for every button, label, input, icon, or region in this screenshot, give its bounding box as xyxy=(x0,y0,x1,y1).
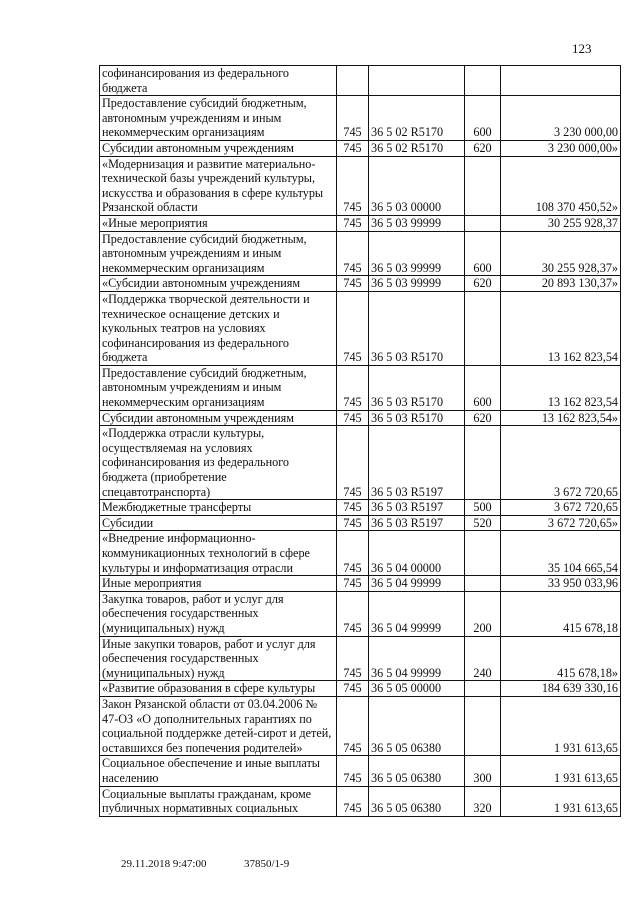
row-code-cell: 745 xyxy=(337,96,369,141)
row-vr-cell: 600 xyxy=(465,96,501,141)
row-sum-cell: 415 678,18» xyxy=(501,636,621,681)
row-sum-cell: 1 931 613,65 xyxy=(501,696,621,755)
row-csr-cell: 36 5 05 06380 xyxy=(369,696,465,755)
table-row xyxy=(100,66,621,96)
table-row xyxy=(100,696,621,755)
row-vr-cell: 620 xyxy=(465,276,501,292)
row-vr-cell: 600 xyxy=(465,365,501,410)
table-row xyxy=(100,591,621,636)
row-sum-cell: 3 672 720,65 xyxy=(501,426,621,500)
row-csr-cell: 36 5 03 R5197 xyxy=(369,500,465,516)
row-name-cell: «Развитие образования в сфере культуры xyxy=(100,681,337,697)
row-vr-cell xyxy=(465,156,501,215)
table-row xyxy=(100,681,621,697)
row-code-cell: 745 xyxy=(337,215,369,231)
table-row xyxy=(100,500,621,516)
row-vr-cell xyxy=(465,66,501,96)
page-number: 123 xyxy=(572,41,592,56)
row-csr-cell: 36 5 02 R5170 xyxy=(369,96,465,141)
row-csr-cell: 36 5 05 00000 xyxy=(369,681,465,697)
row-csr-cell: 36 5 03 99999 xyxy=(369,276,465,292)
row-code-cell: 745 xyxy=(337,786,369,816)
row-name-cell: Социальные выплаты гражданам, кроме публичных нормативных социальных xyxy=(100,786,337,816)
table-row xyxy=(100,531,621,576)
row-csr-cell: 36 5 03 R5197 xyxy=(369,515,465,531)
row-csr-cell: 36 5 04 99999 xyxy=(369,636,465,681)
table-row xyxy=(100,156,621,215)
budget-table xyxy=(99,65,621,817)
row-name-cell: Закупка товаров, работ и услуг для обеспечения государственных (муниципальных) нужд xyxy=(100,591,337,636)
row-csr-cell: 36 5 03 99999 xyxy=(369,215,465,231)
row-code-cell: 745 xyxy=(337,276,369,292)
table-row xyxy=(100,276,621,292)
row-vr-cell: 240 xyxy=(465,636,501,681)
row-code-cell: 745 xyxy=(337,576,369,592)
row-code-cell xyxy=(337,66,369,96)
row-code-cell: 745 xyxy=(337,365,369,410)
row-vr-cell xyxy=(465,531,501,576)
row-sum-cell: 30 255 928,37» xyxy=(501,231,621,276)
row-name-cell: «Поддержка творческой деятельности и техническое оснащение детских и кукольных театров на условиях софинансирования из федерального бюджета xyxy=(100,291,337,365)
row-sum-cell: 13 162 823,54» xyxy=(501,410,621,426)
row-vr-cell: 320 xyxy=(465,786,501,816)
row-vr-cell: 500 xyxy=(465,500,501,516)
row-csr-cell: 36 5 04 99999 xyxy=(369,591,465,636)
row-csr-cell: 36 5 04 00000 xyxy=(369,531,465,576)
row-name-cell: Межбюджетные трансферты xyxy=(100,500,337,516)
row-name-cell: «Модернизация и развитие материально-технической базы учреждений культуры, искусства и образования в сфере культуры Рязанской области xyxy=(100,156,337,215)
row-vr-cell xyxy=(465,215,501,231)
row-name-cell: софинансирования из федерального бюджета xyxy=(100,66,337,96)
row-sum-cell: 3 672 720,65» xyxy=(501,515,621,531)
row-csr-cell: 36 5 02 R5170 xyxy=(369,140,465,156)
table-row xyxy=(100,291,621,365)
row-vr-cell xyxy=(465,576,501,592)
table-row xyxy=(100,786,621,816)
row-sum-cell: 3 230 000,00 xyxy=(501,96,621,141)
budget-table-body xyxy=(100,66,621,817)
row-vr-cell xyxy=(465,681,501,697)
row-code-cell: 745 xyxy=(337,636,369,681)
row-name-cell: Предоставление субсидий бюджетным, автономным учреждениям и иным некоммерческим организациям xyxy=(100,96,337,141)
row-csr-cell: 36 5 03 R5170 xyxy=(369,291,465,365)
row-code-cell: 745 xyxy=(337,591,369,636)
row-code-cell: 745 xyxy=(337,140,369,156)
row-csr-cell: 36 5 05 06380 xyxy=(369,786,465,816)
row-name-cell: Иные закупки товаров, работ и услуг для обеспечения государственных (муниципальных) нужд xyxy=(100,636,337,681)
row-sum-cell: 184 639 330,16 xyxy=(501,681,621,697)
row-csr-cell: 36 5 04 99999 xyxy=(369,576,465,592)
row-csr-cell: 36 5 03 R5197 xyxy=(369,426,465,500)
row-code-cell: 745 xyxy=(337,156,369,215)
row-sum-cell: 1 931 613,65 xyxy=(501,786,621,816)
table-row xyxy=(100,576,621,592)
row-csr-cell: 36 5 05 06380 xyxy=(369,756,465,786)
table-row xyxy=(100,515,621,531)
row-code-cell: 745 xyxy=(337,410,369,426)
row-vr-cell: 620 xyxy=(465,140,501,156)
row-csr-cell: 36 5 03 99999 xyxy=(369,231,465,276)
row-name-cell: Предоставление субсидий бюджетным, автономным учреждениям и иным некоммерческим организациям xyxy=(100,365,337,410)
table-row xyxy=(100,140,621,156)
row-sum-cell: 35 104 665,54 xyxy=(501,531,621,576)
table-row xyxy=(100,410,621,426)
table-row xyxy=(100,636,621,681)
row-vr-cell: 300 xyxy=(465,756,501,786)
row-code-cell: 745 xyxy=(337,756,369,786)
row-vr-cell xyxy=(465,291,501,365)
row-vr-cell: 520 xyxy=(465,515,501,531)
row-code-cell: 745 xyxy=(337,291,369,365)
row-code-cell: 745 xyxy=(337,681,369,697)
row-vr-cell: 620 xyxy=(465,410,501,426)
row-sum-cell xyxy=(501,66,621,96)
row-sum-cell: 20 893 130,37» xyxy=(501,276,621,292)
row-sum-cell: 415 678,18 xyxy=(501,591,621,636)
row-name-cell: Социальное обеспечение и иные выплаты населению xyxy=(100,756,337,786)
row-vr-cell: 600 xyxy=(465,231,501,276)
row-sum-cell: 108 370 450,52» xyxy=(501,156,621,215)
row-code-cell: 745 xyxy=(337,231,369,276)
row-code-cell: 745 xyxy=(337,696,369,755)
row-sum-cell: 1 931 613,65 xyxy=(501,756,621,786)
row-sum-cell: 13 162 823,54 xyxy=(501,291,621,365)
table-row xyxy=(100,96,621,141)
row-csr-cell: 36 5 03 R5170 xyxy=(369,410,465,426)
footer-date: 29.11.2018 9:47:00 xyxy=(121,858,207,870)
table-row xyxy=(100,365,621,410)
table-row xyxy=(100,215,621,231)
row-code-cell: 745 xyxy=(337,515,369,531)
row-code-cell: 745 xyxy=(337,531,369,576)
table-row xyxy=(100,231,621,276)
row-sum-cell: 30 255 928,37 xyxy=(501,215,621,231)
row-sum-cell: 33 950 033,96 xyxy=(501,576,621,592)
row-name-cell: «Поддержка отрасли культуры, осуществляемая на условиях софинансирования из федерального бюджета (приобретение спецавтотранспорта) xyxy=(100,426,337,500)
row-sum-cell: 3 672 720,65 xyxy=(501,500,621,516)
row-name-cell: «Внедрение информационно-коммуникационных технологий в сфере культуры и информатизация отрасли xyxy=(100,531,337,576)
table-row xyxy=(100,426,621,500)
row-csr-cell: 36 5 03 00000 xyxy=(369,156,465,215)
row-name-cell: Закон Рязанской области от 03.04.2006 № 47-ОЗ «О дополнительных гарантиях по социальной поддержке детей-сирот и детей, оставшихся без попечения родителей» xyxy=(100,696,337,755)
row-code-cell: 745 xyxy=(337,426,369,500)
row-vr-cell xyxy=(465,426,501,500)
row-name-cell: Иные мероприятия xyxy=(100,576,337,592)
row-csr-cell xyxy=(369,66,465,96)
row-name-cell: Предоставление субсидий бюджетным, автономным учреждениям и иным некоммерческим организациям xyxy=(100,231,337,276)
row-vr-cell: 200 xyxy=(465,591,501,636)
row-sum-cell: 13 162 823,54 xyxy=(501,365,621,410)
footer-doc-code: 37850/1-9 xyxy=(244,858,290,870)
row-code-cell: 745 xyxy=(337,500,369,516)
row-name-cell: Субсидии автономным учреждениям xyxy=(100,410,337,426)
row-sum-cell: 3 230 000,00» xyxy=(501,140,621,156)
table-row xyxy=(100,756,621,786)
row-name-cell: Субсидии автономным учреждениям xyxy=(100,140,337,156)
row-name-cell: «Иные мероприятия xyxy=(100,215,337,231)
row-name-cell: «Субсидии автономным учреждениям xyxy=(100,276,337,292)
row-name-cell: Субсидии xyxy=(100,515,337,531)
row-csr-cell: 36 5 03 R5170 xyxy=(369,365,465,410)
row-vr-cell xyxy=(465,696,501,755)
